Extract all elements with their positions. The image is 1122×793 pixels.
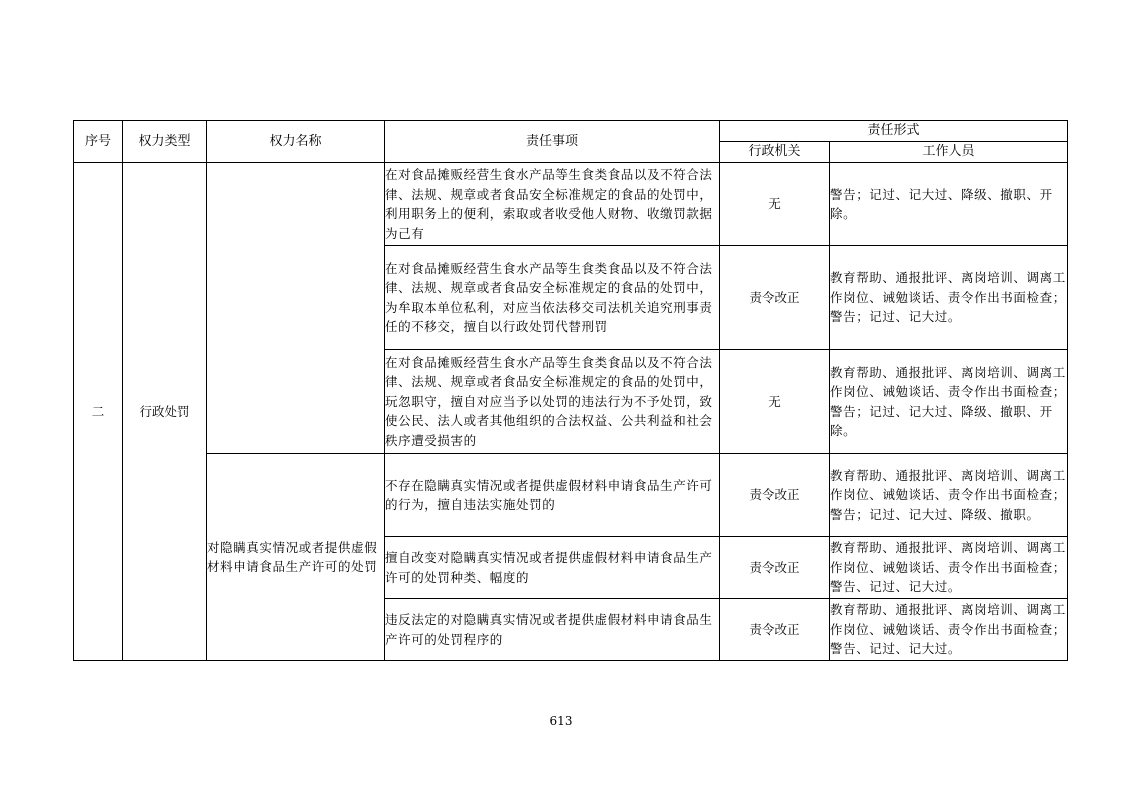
responsibility-cell: 在对食品摊贩经营生食水产品等生食类食品以及不符合法律、法规、规章或者食品安全标准规定的食品的处罚中，玩忽职守，擅自对应当予以处罚的违法行为不予处罚，致使公民、法人或者其他组织的合法权益、公共利益和社会秩序遭受损害的 bbox=[385, 350, 720, 454]
agency-cell: 责令改正 bbox=[720, 246, 830, 350]
responsibility-cell: 违反法定的对隐瞒真实情况或者提供虚假材料申请食品生产许可的处罚程序的 bbox=[385, 599, 720, 661]
header-staff: 工作人员 bbox=[830, 142, 1068, 163]
agency-cell: 责令改正 bbox=[720, 454, 830, 537]
header-seq: 序号 bbox=[74, 121, 123, 163]
header-form: 责任形式 bbox=[720, 121, 1068, 142]
header-responsibility: 责任事项 bbox=[385, 121, 720, 163]
staff-cell: 教育帮助、通报批评、离岗培训、调离工作岗位、诫勉谈话、责令作出书面检查；警告、记过、记大过。 bbox=[830, 599, 1068, 661]
agency-cell: 无 bbox=[720, 163, 830, 246]
responsibility-cell: 在对食品摊贩经营生食水产品等生食类食品以及不符合法律、法规、规章或者食品安全标准规定的食品的处罚中，为牟取本单位私利，对应当依法移交司法机关追究刑事责任的不移交，擅自以行政处罚代替刑罚 bbox=[385, 246, 720, 350]
staff-cell: 教育帮助、通报批评、离岗培训、调离工作岗位、诫勉谈话、责令作出书面检查；警告；记过、记大过、降级、撤职。 bbox=[830, 454, 1068, 537]
power-name-cell: 对隐瞒真实情况或者提供虚假材料申请食品生产许可的处罚 bbox=[207, 454, 385, 661]
table-row bbox=[74, 163, 1068, 246]
responsibility-cell: 擅自改变对隐瞒真实情况或者提供虚假材料申请食品生产许可的处罚种类、幅度的 bbox=[385, 537, 720, 599]
page-number: 613 bbox=[549, 714, 573, 728]
table-row bbox=[74, 454, 1068, 537]
staff-cell: 警告；记过、记大过、降级、撤职、开除。 bbox=[830, 163, 1068, 246]
responsibility-table bbox=[73, 120, 1068, 661]
agency-cell: 责令改正 bbox=[720, 537, 830, 599]
header-power-name: 权力名称 bbox=[207, 121, 385, 163]
responsibility-cell: 不存在隐瞒真实情况或者提供虚假材料申请食品生产许可的行为，擅自违法实施处罚的 bbox=[385, 454, 720, 537]
header-agency: 行政机关 bbox=[720, 142, 830, 163]
agency-cell: 责令改正 bbox=[720, 599, 830, 661]
staff-cell: 教育帮助、通报批评、离岗培训、调离工作岗位、诫勉谈话、责令作出书面检查；警告、记过、记大过。 bbox=[830, 537, 1068, 599]
header-row-top bbox=[74, 121, 1068, 142]
power-type-cell: 行政处罚 bbox=[123, 163, 207, 661]
header-power-type: 权力类型 bbox=[123, 121, 207, 163]
seq-cell: 二 bbox=[74, 163, 123, 661]
power-name-cell-empty bbox=[207, 163, 385, 454]
agency-cell: 无 bbox=[720, 350, 830, 454]
responsibility-cell: 在对食品摊贩经营生食水产品等生食类食品以及不符合法律、法规、规章或者食品安全标准规定的食品的处罚中，利用职务上的便利，索取或者收受他人财物、收缴罚款据为己有 bbox=[385, 163, 720, 246]
staff-cell: 教育帮助、通报批评、离岗培训、调离工作岗位、诫勉谈话、责令作出书面检查；警告；记过、记大过、降级、撤职、开除。 bbox=[830, 350, 1068, 454]
staff-cell: 教育帮助、通报批评、离岗培训、调离工作岗位、诫勉谈话、责令作出书面检查；警告；记过、记大过。 bbox=[830, 246, 1068, 350]
